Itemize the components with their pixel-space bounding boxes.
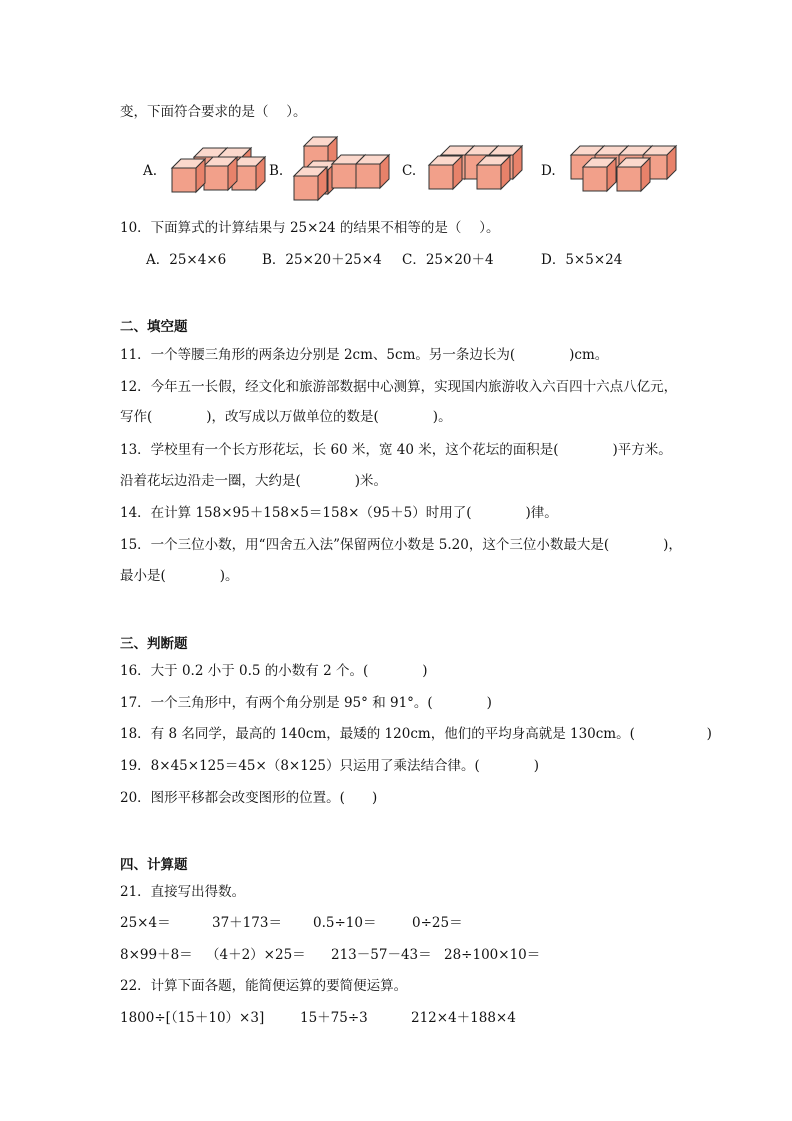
q21-r2-c1: 8×99＋8＝ xyxy=(120,947,193,963)
q22-item-2: 15＋75÷3 xyxy=(300,1010,368,1026)
q21-r2-c4: 28÷100×10＝ xyxy=(444,947,541,963)
q9-option-b-label[interactable]: B. xyxy=(269,163,284,179)
q20: 20．图形平移都会改变图形的位置。( ) xyxy=(120,790,378,806)
q12-line2: 写作( )，改写成以万做单位的数是( )。 xyxy=(120,409,452,425)
cube xyxy=(172,159,205,192)
q22-item-1: 1800÷[（15＋10）×3] xyxy=(120,1010,265,1026)
q21-r1-c2: 37＋173＝ xyxy=(212,915,282,931)
q17: 17．一个三角形中，有两个角分别是 95° 和 91°。( ) xyxy=(120,695,492,711)
q13-line1: 13．学校里有一个长方形花坛，长 60 米，宽 40 米，这个花坛的面积是( )平方米。 xyxy=(120,442,672,458)
q21-r1-c3: 0.5÷10＝ xyxy=(313,915,377,931)
q15-line2: 最小是( )。 xyxy=(120,568,239,584)
q9-figure-d xyxy=(569,143,689,198)
q9-stem: 变，下面符合要求的是（ ）。 xyxy=(120,104,307,120)
cube xyxy=(356,155,389,188)
q21-r2-c2: （4＋2）×25＝ xyxy=(206,947,306,963)
cube xyxy=(477,156,510,189)
q21-r2-c3: 213－57－43＝ xyxy=(331,947,432,963)
q22-item-3: 212×4＋188×4 xyxy=(411,1010,516,1026)
cube xyxy=(617,158,650,191)
cube xyxy=(204,157,237,190)
q21-r1-c1: 25×4＝ xyxy=(120,915,171,931)
q10-option-d[interactable]: D．5×5×24 xyxy=(541,252,623,268)
cube xyxy=(429,156,462,189)
q12-line1: 12．今年五一长假，经文化和旅游部数据中心测算，实现国内旅游收入六百四十六点八亿元， xyxy=(120,379,678,395)
q10-option-c[interactable]: C．25×20＋4 xyxy=(402,252,494,268)
q9-figure-b xyxy=(292,132,392,202)
q16: 16．大于 0.2 小于 0.5 的小数有 2 个。( ) xyxy=(120,663,428,679)
section-3-title: 三、判断题 xyxy=(120,636,188,652)
q9-figure-a xyxy=(170,140,270,200)
q21-r1-c4: 0÷25＝ xyxy=(412,915,463,931)
section-2-title: 二、填空题 xyxy=(120,319,188,335)
q22: 22．计算下面各题，能简便运算的要简便运算。 xyxy=(120,978,408,994)
cube xyxy=(294,167,327,200)
q21: 21．直接写出得数。 xyxy=(120,884,246,900)
q11: 11．一个等腰三角形的两条边分别是 2cm、5cm。另一条边长为( )cm。 xyxy=(120,347,609,363)
q13-line2: 沿着花坛边沿走一圈，大约是( )米。 xyxy=(120,473,388,489)
q18: 18．有 8 名同学，最高的 140cm，最矮的 120cm，他们的平均身高就是 130cm。( ) xyxy=(120,726,712,742)
q9-option-d-label[interactable]: D. xyxy=(541,163,556,179)
q15-line1: 15．一个三位小数，用“四舍五入法”保留两位小数是 5.20，这个三位小数最大是( )， xyxy=(120,537,682,553)
section-4-title: 四、计算题 xyxy=(120,857,188,873)
cube xyxy=(583,158,616,191)
q10-option-b[interactable]: B．25×20＋25×4 xyxy=(262,252,382,268)
q9-option-a-label[interactable]: A. xyxy=(143,163,158,179)
q19: 19．8×45×125＝45×（8×125）只运用了乘法结合律。( ) xyxy=(120,758,540,774)
q14: 14．在计算 158×95＋158×5＝158×（95＋5）时用了( )律。 xyxy=(120,505,558,521)
q9-figure-c xyxy=(427,143,527,198)
q10-option-a[interactable]: A．25×4×6 xyxy=(146,252,227,268)
q9-option-c-label[interactable]: C. xyxy=(402,163,417,179)
q10-stem: 10．下面算式的计算结果与 25×24 的结果不相等的是（ ）。 xyxy=(120,220,500,236)
